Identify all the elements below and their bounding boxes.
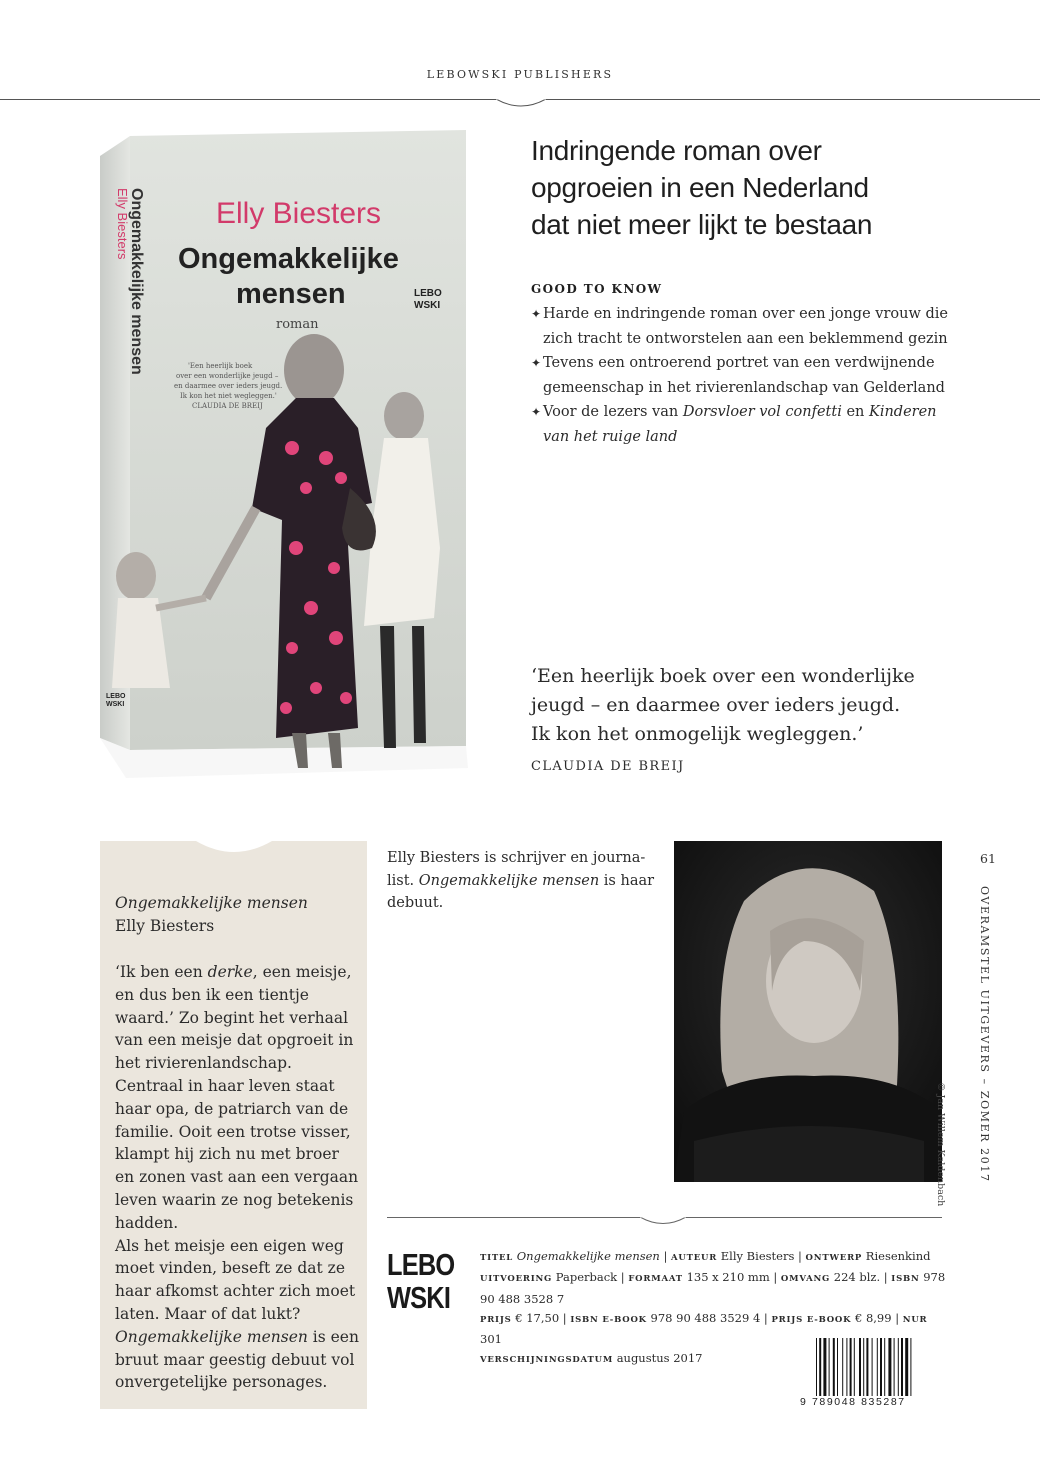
barcode-bar: [819, 1338, 821, 1396]
svg-text:WSKI: WSKI: [106, 701, 125, 708]
cover-logo-1: LEBO: [414, 288, 442, 299]
lebowski-logo: LEBO WSKI: [387, 1247, 455, 1315]
svg-text:over een wonderlijke jeugd –: over een wonderlijke jeugd –: [176, 372, 279, 380]
book-metadata: TITEL Ongemakkelijke mensen | AUTEUR Elly Biesters | ONTWERP Riesenkind UITVOERING Paperback | FORMAAT 135 x 210 mm | OMVANG 224 blz. | ISBN 978 90 488 3528 7 PRIJS € 17,50 | ISBN E-BOOK 978 90 488 3529 4 | PRIJS E-BOOK € 8,99 | NUR 301 VERSCHIJNINGSDATUM augustus 2017: [480, 1249, 946, 1366]
star-bullet-icon: ✦: [531, 307, 542, 321]
barcode-bar: [866, 1338, 868, 1396]
barcode-bar: [884, 1338, 885, 1396]
headline: [531, 132, 951, 243]
good-to-know-list: [531, 302, 951, 449]
cover-author: Elly Biesters: [216, 197, 382, 230]
book-cover: [96, 128, 472, 788]
barcode-bar: [901, 1338, 903, 1396]
cover-title-1: Ongemakkelijke: [178, 243, 399, 275]
svg-text:LEBO: LEBO: [106, 693, 126, 700]
sidebar-summary: ‘Ik ben een derke, een meisje, en dus ben ik een tientje waard.’ Zo begint het verhaal van een meisje dat opgroeit in het rivierenlandschap. Centraal in haar leven staat haar opa, de patriarch van de familie. Ooit een trotse visser, klampt hij zich nu met broer en zonen vast aan een vergaan leven waarin ze nog betekenis hadden. Als het meisje een eigen weg moet vinden, beseft ze dat ze haar afkomst achter zich moet laten. Maar of dat lukt? Ongemakkelijke mensen is een bruut maar geestig debuut vol onvergetelijke personages.: [115, 963, 359, 1392]
cover-genre: roman: [276, 317, 319, 332]
author-photo: [674, 841, 942, 1182]
barcode-bar: [837, 1338, 838, 1396]
barcode-bar: [850, 1338, 852, 1396]
meta-divider-notch: [640, 1217, 686, 1226]
barcode-bar: [905, 1338, 908, 1396]
barcode-bar: [842, 1338, 843, 1396]
author-bio: Elly Biesters is schrijver en journa-list. Ongemakkelijke mensen is haar debuut.: [387, 850, 655, 911]
list-item: ✦ Harde en indringende roman over een jonge vrouw die zich tracht te ontworstelen aan een beklemmend gezin: [531, 302, 951, 351]
barcode-bar: [823, 1338, 826, 1396]
barcode-bar: [877, 1338, 878, 1396]
star-bullet-icon: ✦: [531, 356, 542, 370]
page-number: 61: [980, 851, 996, 866]
svg-text:Ik kon het niet wegleggen.': Ik kon het niet wegleggen.': [180, 392, 277, 400]
barcode-number: 9 789048 835287: [800, 1396, 906, 1408]
headline-line: opgroeien in een Nederland: [531, 172, 869, 203]
cover-logo-2: WSKI: [414, 300, 441, 311]
barcode-bar: [894, 1338, 895, 1396]
svg-text:Ongemakkelijke mensen: Ongemakkelijke mensen: [128, 188, 145, 375]
quote-author: CLAUDIA DE BREIJ: [531, 759, 685, 774]
running-head: OVERAMSTEL UITGEVERS – ZOMER 2017: [978, 886, 991, 1183]
barcode-bar: [898, 1338, 899, 1396]
barcode-bar: [854, 1338, 855, 1396]
cover-title-2: mensen: [236, 278, 346, 310]
barcode-bar: [872, 1338, 873, 1396]
sidebar-notch: [196, 841, 272, 855]
header-divider-notch: [496, 99, 546, 109]
barcode-bar: [863, 1338, 864, 1396]
svg-text:Elly Biesters: Elly Biesters: [115, 188, 130, 260]
good-to-know-title: GOOD TO KNOW: [531, 282, 663, 296]
barcode-bar: [880, 1338, 882, 1396]
barcode-bar: [859, 1338, 861, 1396]
barcode-bar: [833, 1338, 835, 1396]
headline-line: dat niet meer lijkt te bestaan: [531, 209, 873, 240]
sidebar-heading: Ongemakkelijke mensen Elly Biesters: [115, 894, 308, 935]
svg-text:CLAUDIA DE BREIJ: CLAUDIA DE BREIJ: [192, 402, 263, 410]
headline-line: Indringende roman over: [531, 135, 822, 166]
list-item: ✦ Voor de lezers van Dorsvloer vol confetti en Kinderen van het ruige land: [531, 400, 951, 449]
svg-text:en daarmee over ieders jeugd.: en daarmee over ieders jeugd.: [174, 382, 283, 390]
barcode-bar: [846, 1338, 847, 1396]
barcode-bar: [816, 1338, 817, 1396]
svg-text:'Een heerlijk boek: 'Een heerlijk boek: [188, 362, 253, 370]
publisher-header: LEBOWSKI PUBLISHERS: [426, 68, 614, 81]
list-item: ✦ Tevens een ontroerend portret van een verdwijnende gemeenschap in het rivierenlandschap van Gelderland: [531, 351, 951, 400]
barcode-bar: [829, 1338, 830, 1396]
barcode-bar: [910, 1338, 911, 1396]
pull-quote: ‘Een heerlijk boek over een wonderlijke jeugd – en daarmee over ieders jeugd. Ik kon het onmogelijk wegleggen.’: [531, 665, 915, 745]
barcode-bar: [888, 1338, 891, 1396]
photo-credit: © Jan Willem Kaldenbach: [935, 1082, 946, 1207]
star-bullet-icon: ✦: [531, 405, 542, 419]
